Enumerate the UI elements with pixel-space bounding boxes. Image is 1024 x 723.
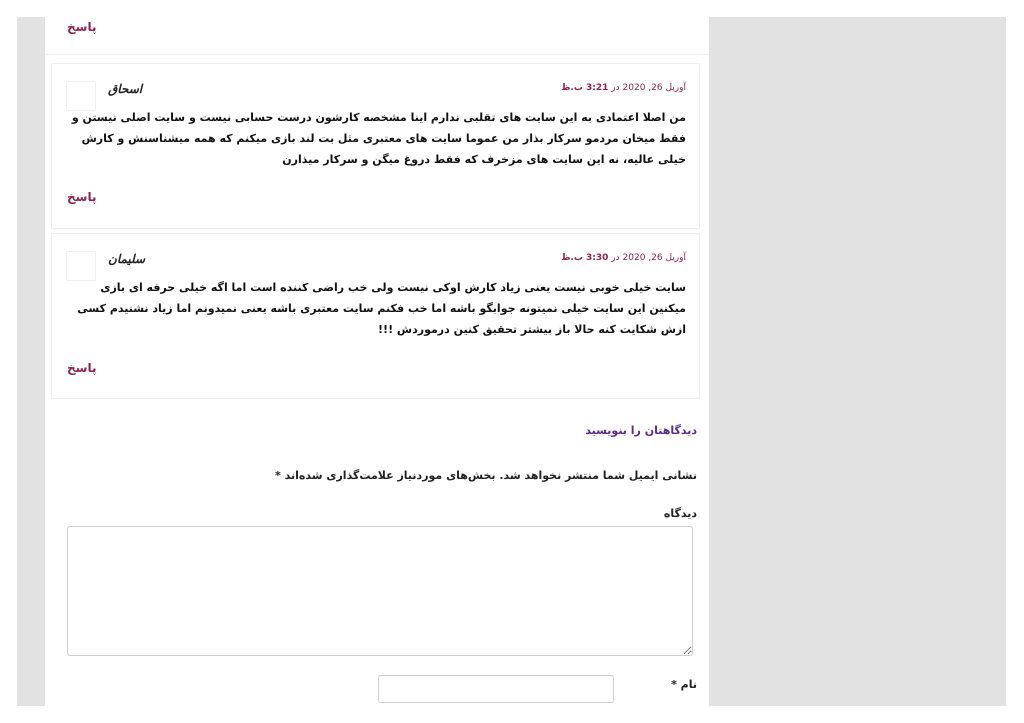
- reply-link[interactable]: پاسخ: [67, 361, 97, 375]
- comment-form-title: دیدگاهتان را بنویسید: [585, 424, 697, 437]
- comment-author: سلیمان: [108, 252, 146, 266]
- comment-date-day: آوریل 26, 2020: [622, 83, 686, 93]
- comment-date-sep: در: [611, 83, 620, 93]
- comment-time: 3:21 ب.ظ: [561, 83, 609, 93]
- comment-text: سایت خیلی خوبی نیست یعنی زیاد کارش اوکی نیست ولی خب راضی کننده است اما اگه خیلی حرفه ای بازی میکنین این سایت خیلی نمیتونه جوابگو باشه اما خب فکنم سایت معتبری باشه یعنی نمیدونم اما زیاد نشنیدم کسی ازش شکایت کنه حالا باز بیشتر تحقیق کنین درموردش !!!: [77, 281, 686, 336]
- divider: [45, 54, 709, 55]
- comment-time: 3:30 ب.ظ: [561, 253, 609, 263]
- sidebar: [709, 17, 1006, 706]
- form-notice: نشانی ایمیل شما منتشر نخواهد شد. بخش‌های موردنیاز علامت‌گذاری شده‌اند *: [275, 469, 697, 482]
- reply-link[interactable]: پاسخ: [67, 20, 97, 34]
- comment-label: دیدگاه: [663, 507, 697, 520]
- comment-date[interactable]: [561, 253, 686, 263]
- comment-date-day: آوریل 26, 2020: [622, 253, 686, 263]
- comment-date-sep: در: [611, 253, 620, 263]
- name-label: نام *: [671, 678, 697, 691]
- name-input[interactable]: [378, 675, 614, 703]
- comment-text: من اصلا اعتمادی به این سایت های تقلبی ندارم اینا مشخصه کارشون درست حسابی نیست و سایت اصلی نیستن و فقط میخان مردمو سرکار بذار من عموما سایت های معتبری مثل بت لند بازی میکنم که همه میشناسنش و کارش خیلی عالیه، نه این سایت های مزخرف که فقط دروغ میگن و سرکار میذارن: [71, 111, 686, 166]
- reply-link[interactable]: پاسخ: [67, 190, 97, 204]
- comment-author: اسحاق: [108, 82, 143, 96]
- comment-date[interactable]: [561, 83, 686, 93]
- comment-textarea[interactable]: [67, 526, 693, 656]
